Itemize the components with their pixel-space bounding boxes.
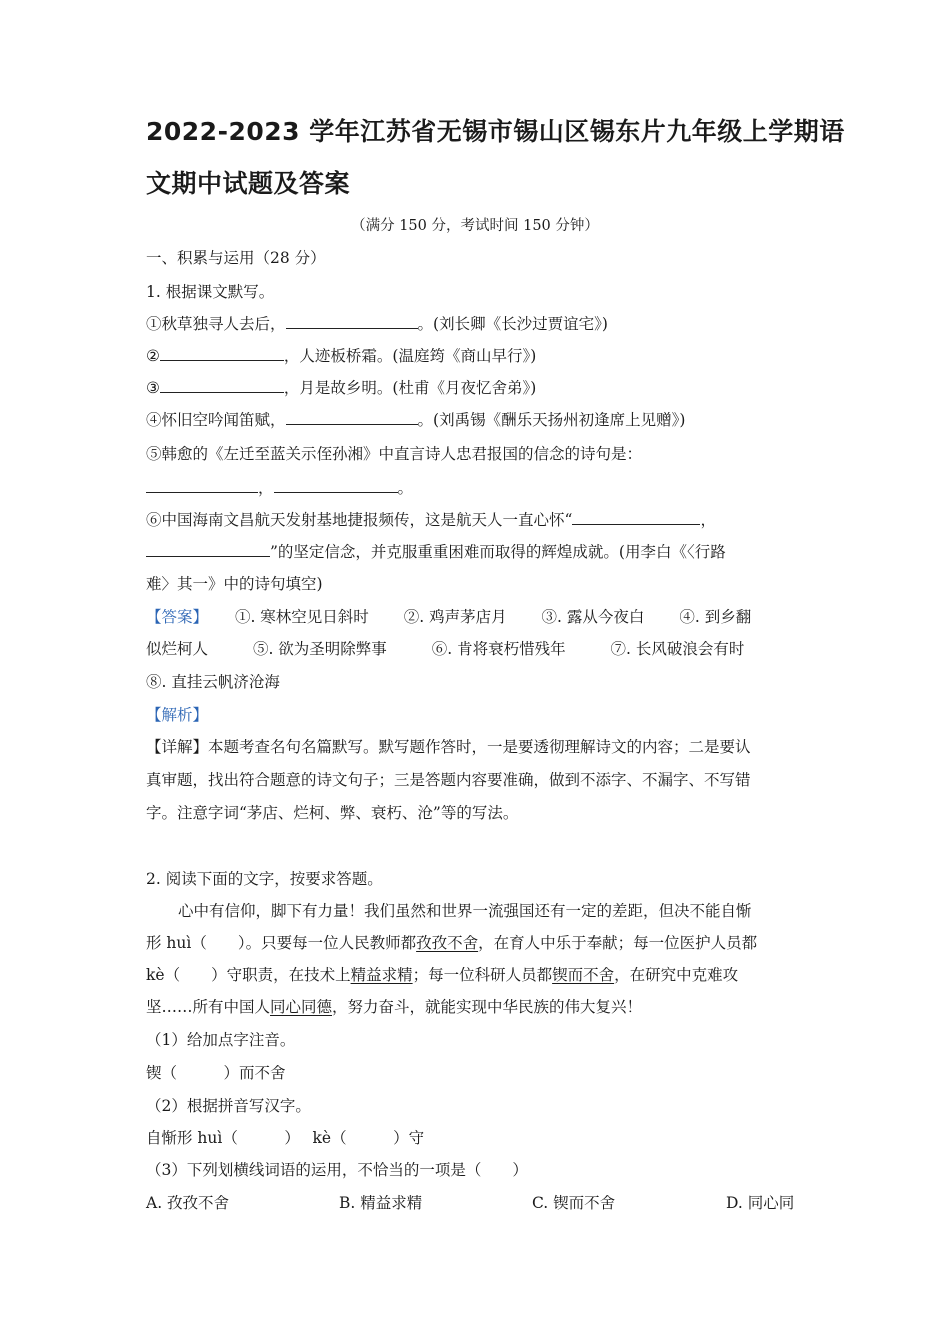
answer-item: ③. 露从今夜白 (541, 608, 645, 626)
underlined-phrase: 同心同德 (270, 998, 333, 1016)
answer-row-1 (146, 607, 810, 627)
sub-question-1: （1）给加点字注音。 (146, 1031, 296, 1049)
underlined-phrase: 孜孜不舍 (416, 934, 479, 952)
passage-line-4 (146, 997, 810, 1017)
answer-row-2 (146, 639, 810, 659)
q1-item-5-end: 。 (397, 479, 414, 497)
sub-question-1-item: 锲（ ）而不舍 (146, 1064, 286, 1082)
answer-blank (274, 478, 398, 493)
q1-item-4-post: 。(刘禹锡《酬乐天扬州初逢席上见赠》) (417, 411, 686, 429)
option-d: D. 同心同 (726, 1194, 795, 1212)
document-title-line-1: 2022-2023 学年江苏省无锡市锡山区锡东片九年级上学期语 (146, 117, 845, 146)
answer-blank (160, 346, 284, 361)
q1-item-3 (146, 378, 810, 398)
answer-row-3 (146, 672, 810, 692)
detail-line-1: 【详解】本题考查名句名篇默写。默写题作答时，一是要透彻理解诗文的内容；二是要认 (146, 738, 751, 756)
q1-item-2 (146, 346, 810, 366)
answer-item: ⑦. 长风破浪会有时 (610, 640, 745, 658)
q1-item-3-post: ，月是故乡明。(杜甫《月夜忆舍弟》) (283, 379, 537, 397)
answer-item: ②. 鸡声茅店月 (403, 608, 507, 626)
underlined-phrase: 精益求精 (350, 966, 413, 984)
q1-item-1 (146, 314, 810, 334)
option-b: B. 精益求精 (339, 1194, 423, 1212)
analysis-tag: 【解析】 (146, 706, 209, 724)
passage-text: ，在育人中乐于奉献；每一位医护人员都 (478, 934, 758, 952)
answer-item: ⑤. 欲为圣明除弊事 (252, 640, 387, 658)
q1-item-6-comma: ， (700, 511, 716, 529)
sub-question-2-item: 自惭形 huì（ ） kè（ ）守 (146, 1129, 425, 1147)
passage-text: 形 huì（ ）。只要每一位人民教师都 (146, 934, 417, 952)
q1-item-5-comma: ， (258, 479, 274, 497)
passage-line-2 (146, 933, 810, 953)
sub-question-2: （2）根据拼音写汉字。 (146, 1097, 311, 1115)
answer-item: ④. 到乡翻 (679, 608, 752, 626)
passage-text: ，努力奋斗，就能实现中华民族的伟大复兴！ (332, 998, 643, 1016)
document-title-line-2: 文期中试题及答案 (146, 169, 351, 198)
detail-line-2: 真审题，找出符合题意的诗文句子；三是答题内容要准确，做到不添字、不漏字、不写错 (146, 771, 751, 789)
answer-blank (572, 510, 700, 525)
answer-item: 似烂柯人 (146, 640, 209, 658)
option-a: A. 孜孜不舍 (146, 1194, 230, 1212)
detail-line-3: 字。注意字词“茅店、烂柯、弊、衰朽、沧”等的写法。 (146, 804, 519, 822)
passage-text: kè（ ）守职责，在技术上 (146, 966, 351, 984)
q1-item-6-line-2 (146, 542, 810, 562)
q1-item-6-line-3: 难〉其一》中的诗句填空) (146, 575, 323, 593)
question-1-stem: 1. 根据课文默写。 (146, 283, 275, 301)
answer-blank (286, 410, 418, 425)
answer-item: ①. 寒林空见日斜时 (234, 608, 369, 626)
q1-item-2-post: ，人迹板桥霜。(温庭筠《商山早行》) (283, 347, 537, 365)
q1-item-3-pre: ③ (146, 379, 160, 397)
underlined-phrase: 锲而不舍 (552, 966, 615, 984)
q1-item-1-pre: ①秋草独寻人去后， (146, 315, 286, 333)
q1-item-1-post: 。(刘长卿《长沙过贾谊宅》) (417, 315, 608, 333)
answer-blank (146, 542, 270, 557)
answer-tag: 【答案】 (146, 608, 209, 626)
q1-item-6-text: ⑥中国海南文昌航天发射基地捷报频传，这是航天人一直心怀“ (146, 511, 573, 529)
option-c: C. 锲而不舍 (532, 1194, 616, 1212)
q1-item-5: ⑤韩愈的《左迁至蓝关示侄孙湘》中直言诗人忠君报国的信念的诗句是： (146, 445, 643, 463)
answer-item: ⑥. 肯将衰朽惜残年 (431, 640, 566, 658)
passage-line-1: 心中有信仰，脚下有力量！我们虽然和世界一流强国还有一定的差距，但决不能自惭 (178, 902, 752, 920)
answer-blank (146, 478, 258, 493)
answer-item: ⑧. 直挂云帆济沧海 (146, 673, 280, 691)
sub-question-3: （3）下列划横线词语的运用，不恰当的一项是（ ） (146, 1161, 528, 1179)
passage-text: 坚……所有中国人 (146, 998, 271, 1016)
passage-line-3 (146, 965, 810, 985)
q1-item-5-blanks (146, 478, 810, 498)
passage-text: ，在研究中克难攻 (614, 966, 739, 984)
q1-item-4 (146, 410, 810, 430)
q1-item-2-pre: ② (146, 347, 160, 365)
answer-blank (286, 314, 418, 329)
q1-item-6 (146, 510, 810, 530)
answer-blank (160, 378, 284, 393)
passage-text: ；每一位科研人员都 (412, 966, 553, 984)
q1-item-4-pre: ④怀旧空吟闻笛赋， (146, 411, 286, 429)
exam-info: （满分 150 分，考试时间 150 分钟） (351, 218, 599, 234)
q1-item-6-line-2-text: ”的坚定信念，并克服重重困难而取得的辉煌成就。(用李白《〈行路 (270, 543, 726, 561)
question-2-stem: 2. 阅读下面的文字，按要求答题。 (146, 870, 383, 888)
section-heading: 一、积累与运用（28 分） (146, 249, 326, 267)
